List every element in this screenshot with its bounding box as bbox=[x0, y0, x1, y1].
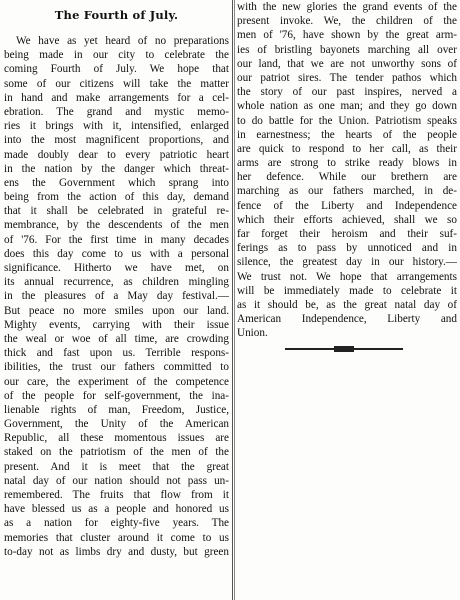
text-line: the weal or woe of all time, are crowding bbox=[4, 332, 229, 345]
text-line: our land, that we are not unworthy sons of bbox=[237, 57, 457, 70]
text-line: coming Fourth of July. We hope that bbox=[4, 63, 229, 76]
text-line: made doubly dear to every patriotic heart bbox=[4, 148, 229, 161]
text-line: as a nation for eighty-five years. The bbox=[4, 517, 229, 530]
text-line: Republic, all these momentous issues are bbox=[4, 432, 229, 445]
text-line: Government, the Unity of the American bbox=[4, 418, 229, 431]
text-line: have blessed us as a people and honored us bbox=[4, 503, 229, 516]
text-line: arms are strong to strike ready blows in bbox=[237, 157, 457, 170]
text-line: American Independence, Liberty and bbox=[237, 313, 457, 326]
text-line: to do battle for the Union. Patriotism speaks bbox=[237, 114, 457, 127]
text-line: whole nation as one man; and they go down bbox=[237, 100, 457, 113]
text-line: We have as yet heard of no preparations bbox=[16, 35, 229, 47]
text-line: the story of our past inspires, nerved a bbox=[237, 86, 457, 99]
text-line: being from the action of this day, demand bbox=[4, 191, 229, 204]
text-line: which their efforts achieved, shall we so bbox=[237, 213, 457, 226]
text-line: being made in our city to celebrate the bbox=[4, 49, 229, 62]
text-line: natal day of our nation should not pass un- bbox=[4, 474, 229, 487]
text-line: into the most magnificent proportions, and bbox=[4, 134, 229, 147]
right-column bbox=[237, 0, 457, 341]
text-line: far forget their heroism and their suf- bbox=[237, 228, 457, 240]
text-line: ibilities, the trust our fathers committed to bbox=[4, 361, 229, 374]
text-line: does this day come to us with a personal bbox=[4, 247, 229, 260]
text-line: ens the Government which sprang into bbox=[4, 176, 229, 189]
text-line: as it should be, as the great natal day of bbox=[237, 298, 457, 311]
column-rule bbox=[232, 0, 233, 600]
text-line: will be immediately made to celebrate it bbox=[237, 284, 457, 297]
right-column-text bbox=[237, 0, 457, 341]
text-line: of the people for self-government, the ina- bbox=[4, 389, 229, 402]
text-line: of '76. For the first time in many decades bbox=[4, 233, 229, 246]
end-of-article-rule bbox=[285, 348, 403, 350]
text-line: lienable rights of man, Freedom, Justice, bbox=[4, 403, 229, 416]
column-rule-inner bbox=[234, 0, 235, 600]
text-line: ebration. The grand and mystic memo- bbox=[4, 105, 229, 118]
text-line: marching as our fathers marched, in de- bbox=[237, 185, 457, 198]
text-line: ies of bristling bayonets marching all over bbox=[237, 43, 457, 56]
left-column-text bbox=[4, 34, 229, 559]
text-line: We trust not. We hope that arrangements bbox=[237, 270, 457, 283]
text-line: staked on the patriotism of the men of the bbox=[4, 446, 229, 459]
text-line: ferings as to pass by unnoticed and in bbox=[237, 242, 457, 255]
text-line: Union. bbox=[237, 327, 268, 340]
text-line: in hand and make arrangements for a cel- bbox=[4, 91, 229, 104]
text-line: fence of the Liberty and Independence bbox=[237, 199, 457, 212]
text-line: in the nation by the danger which threat- bbox=[4, 162, 229, 175]
text-line: her defence. While our brethern are bbox=[237, 171, 457, 184]
text-line: in earnestness; the hearts of the people bbox=[237, 128, 457, 141]
text-line: memories that cluster around it come to us bbox=[4, 531, 229, 544]
text-line: membrance, by the descendents of the men bbox=[4, 219, 229, 232]
text-line: its annual recurrence, as children mingling bbox=[4, 276, 229, 289]
text-line: present invoke. We, the children of the bbox=[237, 15, 457, 28]
text-line: Mighty events, carrying with their issue bbox=[4, 318, 229, 331]
article-title: The Fourth of July. bbox=[54, 8, 179, 22]
text-line: with the new glories the grand events of the bbox=[237, 1, 457, 13]
text-line: thick and fast upon us. Terrible respons- bbox=[4, 347, 229, 360]
text-line: men of '76, have shown by the great arm- bbox=[237, 29, 457, 42]
text-line: our patriot sires. The tender pathos which bbox=[237, 71, 457, 84]
text-line: in the pleasures of a May day festival.— bbox=[4, 290, 229, 303]
text-line: that it shall be celebrated in grateful re- bbox=[4, 205, 229, 218]
left-column bbox=[4, 0, 229, 559]
text-line: significance. Hitherto we have met, on bbox=[4, 262, 229, 274]
text-line: are quick to respond to her call, as their bbox=[237, 142, 457, 155]
text-line: silence, the greatest day in our history.— bbox=[237, 256, 457, 269]
text-line: remembered. The fruits that flow from it bbox=[4, 489, 229, 501]
text-line: But peace no more smiles upon our land. bbox=[4, 304, 229, 317]
text-line: our care, the experiment of the competence bbox=[4, 375, 229, 388]
text-line: ries it brings with it, intensified, enlarged bbox=[4, 120, 229, 133]
text-line: to-day not as limbs dry and dusty, but green bbox=[4, 545, 229, 558]
text-line: present. And it is meet that the great bbox=[4, 460, 229, 473]
text-line: some of our citizens will take the matter bbox=[4, 77, 229, 90]
